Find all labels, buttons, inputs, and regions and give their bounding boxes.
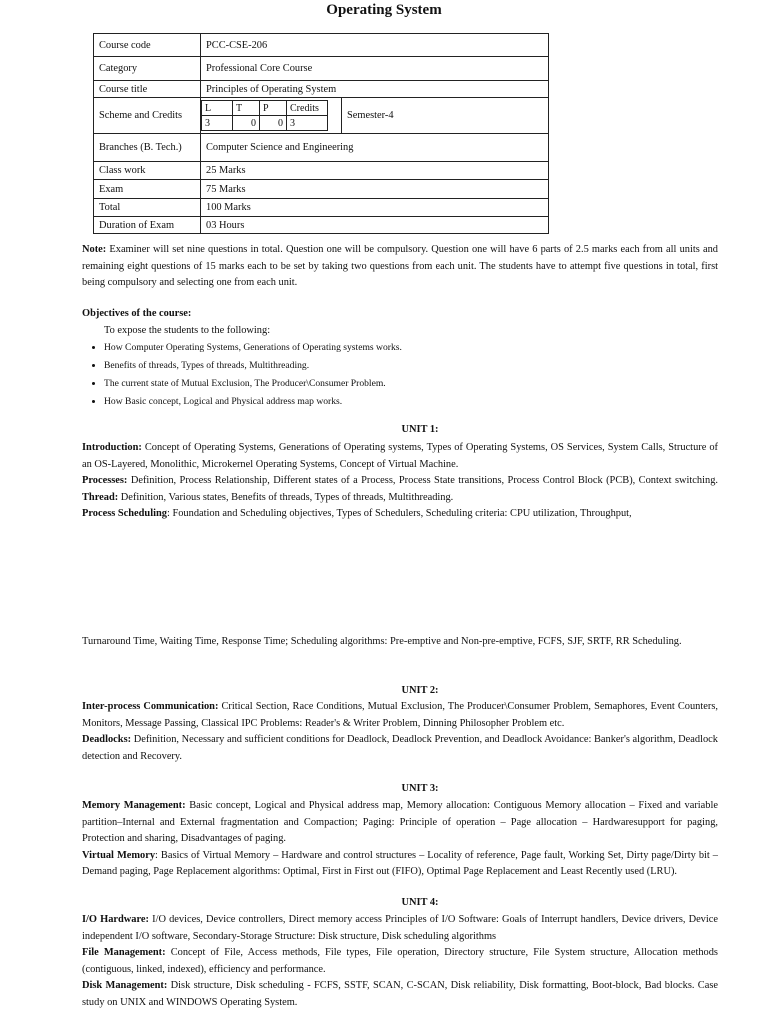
disk-management-text: Disk structure, Disk scheduling - FCFS, SSTF, SCAN, C-SCAN, Disk reliability, Disk formatting, Boot-block, Bad blocks. Case study on UNIX and WINDOWS Operating System. xyxy=(82,980,718,1008)
io-hardware-label: I/O Hardware: xyxy=(82,914,149,925)
deadlocks-label: Deadlocks: xyxy=(82,734,132,745)
ipc-text: Critical Section, Race Conditions, Mutual Exclusion, The Producer\Consumer Problem, Semaphores, Event Counters, Monitors, Message Passing, Classical IPC Problems: Reader's & Writer Problem, Dinning Philosopher Problem etc. xyxy=(82,701,718,729)
unit2-heading: UNIT 2: xyxy=(401,685,439,696)
page-title: Operating System xyxy=(326,2,442,18)
credit-header-t: T xyxy=(233,101,260,116)
disk-management-label: Disk Management: xyxy=(82,980,168,991)
duration-value: 03 Hours xyxy=(201,217,549,234)
table-row xyxy=(94,57,549,81)
thread-text: Definition, Various states, Benefits of threads, Types of threads, Multithreading. xyxy=(120,491,454,503)
note-text: Examiner will set nine questions in total. Question one will be compulsory. Question one will have 6 parts of 2.5 marks each from all units and remaining eight questions of 15 marks each to be set by taking two questions from each unit. The students have to attempt five questions in total, first being compulsory and selecting one from each unit. xyxy=(82,244,718,288)
course-details-table xyxy=(93,33,549,234)
file-management-text: Concept of File, Access methods, File types, File operation, Directory structure, File System structure, Allocation methods (contiguous, linked, indexed), efficiency and performance. xyxy=(82,947,718,975)
branches-value: Computer Science and Engineering xyxy=(201,134,549,162)
io-hardware-text: I/O devices, Device controllers, Direct memory access Principles of I/O Software: Goals of Interrupt handlers, Device drivers, Device independent I/O software, Secondary-Storage Structure: Disk structure, Disk scheduling algorithms xyxy=(82,914,718,942)
credits-cell xyxy=(201,98,342,134)
total-label: Total xyxy=(94,199,201,217)
unit3-heading: UNIT 3: xyxy=(401,783,439,794)
credit-value-credits: 3 xyxy=(287,116,328,131)
memory-management-text: Basic concept, Logical and Physical address map, Memory allocation: Contiguous Memory allocation – Fixed and variable partition–Internal and External fragmentation and Compaction; Paging: Principle of operation – Page allocation – Hardwaresupport for paging, Protection and sharing, Disadvantages of paging. xyxy=(82,800,718,844)
process-scheduling-text: : Foundation and Scheduling objectives, Types of Schedulers, Scheduling criteria: CPU utilization, Throughput, xyxy=(166,508,632,519)
course-title-label: Course title xyxy=(94,81,201,98)
table-row xyxy=(94,199,549,217)
unit4-heading: UNIT 4: xyxy=(401,897,439,908)
unit1-body xyxy=(82,440,718,523)
note-paragraph xyxy=(82,242,718,292)
semester-value: Semester-4 xyxy=(342,98,549,134)
duration-label: Duration of Exam xyxy=(94,217,201,234)
credit-value-l: 3 xyxy=(202,116,233,131)
credit-header-l: L xyxy=(202,101,233,116)
objectives-intro: To expose the students to the following: xyxy=(104,324,271,336)
processes-label: Processes: xyxy=(82,475,128,486)
credit-header-credits: Credits xyxy=(287,101,328,116)
table-row xyxy=(94,134,549,162)
credit-header-p: P xyxy=(260,101,287,116)
objectives-heading: Objectives of the course: xyxy=(82,308,192,319)
exam-value: 75 Marks xyxy=(201,180,549,199)
unit1-heading: UNIT 1: xyxy=(401,424,439,435)
total-value: 100 Marks xyxy=(201,199,549,217)
branches-label: Branches (B. Tech.) xyxy=(94,134,201,162)
course-code-label: Course code xyxy=(94,34,201,57)
introduction-text: Concept of Operating Systems, Generations of Operating systems, Types of Operating Systems, OS Services, System Calls, Structure of an OS-Layered, Monolithic, Microkernel Operating Systems, Concept of Virtual Machine. xyxy=(82,442,718,470)
virtual-memory-label: Virtual Memory xyxy=(82,849,156,861)
deadlocks-text: Definition, Necessary and sufficient conditions for Deadlock, Deadlock Prevention, and Deadlock Avoidance: Banker's algorithm, Deadlock detection and Recovery. xyxy=(82,734,718,762)
unit4-body xyxy=(82,912,718,1011)
unit2-body xyxy=(82,699,718,765)
virtual-memory-text: : Basics of Virtual Memory – Hardware and control structures – Locality of reference, Page fault, Working Set, Dirty page/Dirty bit – Demand paging, Page Replacement algorithms: Optimal, First in First out (FIFO), Optimal Page Replacement and Least Recently used (LRU). xyxy=(82,849,718,877)
credit-value-t: 0 xyxy=(233,116,260,131)
table-row xyxy=(94,34,549,57)
objectives-section xyxy=(82,306,718,411)
memory-management-label: Memory Management: xyxy=(82,800,186,811)
list-item: • How Basic concept, Logical and Physical address map works. xyxy=(104,393,718,411)
table-row xyxy=(94,98,549,134)
list-item: • Benefits of threads, Types of threads, Multithreading. xyxy=(104,357,718,375)
introduction-label: Introduction: xyxy=(82,442,142,453)
objectives-list xyxy=(84,339,718,411)
table-row xyxy=(94,180,549,199)
scheme-label: Scheme and Credits xyxy=(94,98,201,134)
process-scheduling-label: Process Scheduling xyxy=(82,508,167,519)
list-item: • How Computer Operating Systems, Generations of Operating systems works. xyxy=(104,339,718,357)
table-row xyxy=(94,217,549,234)
file-management-label: File Management: xyxy=(82,947,166,958)
course-title-value: Principles of Operating System xyxy=(201,81,549,98)
credit-value-p: 0 xyxy=(260,116,287,131)
thread-label: Thread: xyxy=(82,491,119,503)
course-code-value: PCC-CSE-206 xyxy=(201,34,549,57)
note-label: Note: xyxy=(82,244,107,255)
table-row xyxy=(94,162,549,180)
unit3-body xyxy=(82,798,718,881)
exam-label: Exam xyxy=(94,180,201,199)
category-value: Professional Core Course xyxy=(201,57,549,81)
credits-table xyxy=(201,100,328,131)
table-row xyxy=(94,81,549,98)
category-label: Category xyxy=(94,57,201,81)
processes-text: Definition, Process Relationship, Different states of a Process, Process State transitions, Process Control Block (PCB), Context switching. xyxy=(130,475,718,486)
classwork-value: 25 Marks xyxy=(201,162,549,180)
ipc-label: Inter-process Communication: xyxy=(82,701,219,712)
list-item: • The current state of Mutual Exclusion, The Producer\Consumer Problem. xyxy=(104,375,718,393)
unit1-scheduling-continued: Turnaround Time, Waiting Time, Response Time; Scheduling algorithms: Pre-emptive and Non-pre-emptive, FCFS, SJF, SRTF, RR Scheduling. xyxy=(82,636,682,647)
classwork-label: Class work xyxy=(94,162,201,180)
